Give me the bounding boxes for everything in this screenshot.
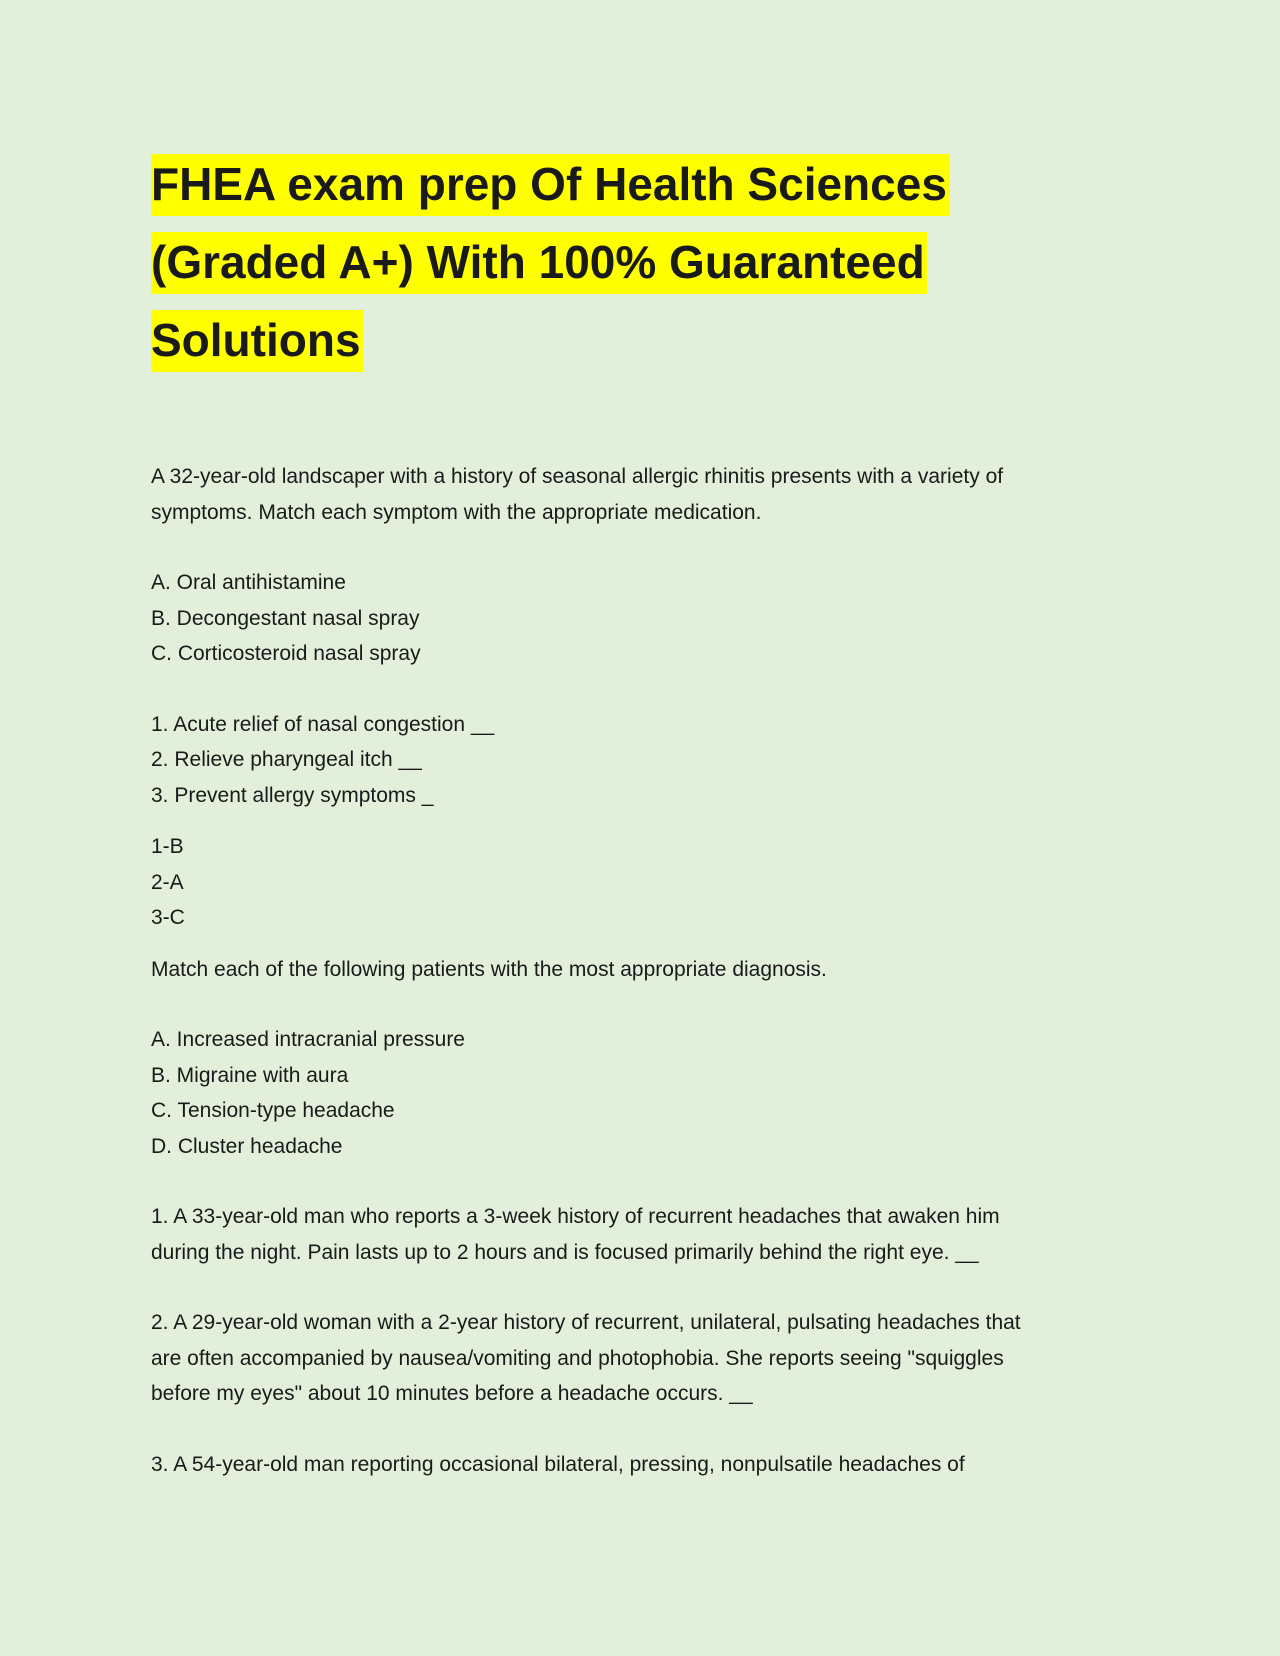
text-line: 1. A 33-year-old man who reports a 3-week history of recurrent headaches that awaken him [151,1205,1000,1228]
option-item: A. Increased intracranial pressure [151,1028,465,1051]
text-line: symptoms. Match each symptom with the appropriate medication. [151,500,762,524]
match-item: 1. Acute relief of nasal congestion __ [151,712,495,736]
option-item: C. Tension-type headache [151,1099,395,1122]
title-line: (Graded A+) With 100% Guaranteed [151,232,927,294]
answer-item: 2-A [151,870,184,894]
option-item: B. Decongestant nasal spray [151,606,420,630]
question-2-options [151,1022,1131,1164]
text-line: A 32-year-old landscaper with a history of seasonal allergic rhinitis presents with a variety of [151,465,1004,488]
match-item: 2. Relieve pharyngeal itch __ [151,748,422,771]
text-line: during the night. Pain lasts up to 2 hours and is focused primarily behind the right eye. __ [151,1240,979,1264]
option-item: B. Migraine with aura [151,1063,349,1087]
title-line: FHEA exam prep Of Health Sciences [151,154,949,216]
answer-item: 1-B [151,835,184,858]
text-line: are often accompanied by nausea/vomiting and photophobia. She reports seeing "squiggles [151,1346,1004,1370]
question-1-options [151,565,1131,672]
option-item: A. Oral antihistamine [151,571,346,594]
question-2-case-1 [151,1199,1131,1270]
answer-item: 3-C [151,906,185,929]
document-page [151,145,1131,1482]
question-2-case-2 [151,1305,1131,1412]
text-line: Match each of the following patients with the most appropriate diagnosis. [151,957,827,981]
question-1-answers [151,829,1131,936]
text-line: 2. A 29-year-old woman with a 2-year history of recurrent, unilateral, pulsating headaches that [151,1311,1021,1334]
question-2-case-3 [151,1447,1131,1483]
question-2-stem [151,952,1131,988]
question-1 [151,459,1131,936]
question-1-items [151,707,1131,814]
document-title [151,145,1131,379]
title-line: Solutions [151,310,363,372]
text-line: 3. A 54-year-old man reporting occasional bilateral, pressing, nonpulsatile headaches of [151,1452,965,1476]
option-item: C. Corticosteroid nasal spray [151,642,421,665]
question-2 [151,952,1131,1483]
question-1-stem [151,459,1131,530]
option-item: D. Cluster headache [151,1134,343,1158]
text-line: before my eyes" about 10 minutes before a headache occurs. __ [151,1382,753,1405]
match-item: 3. Prevent allergy symptoms _ [151,783,434,807]
